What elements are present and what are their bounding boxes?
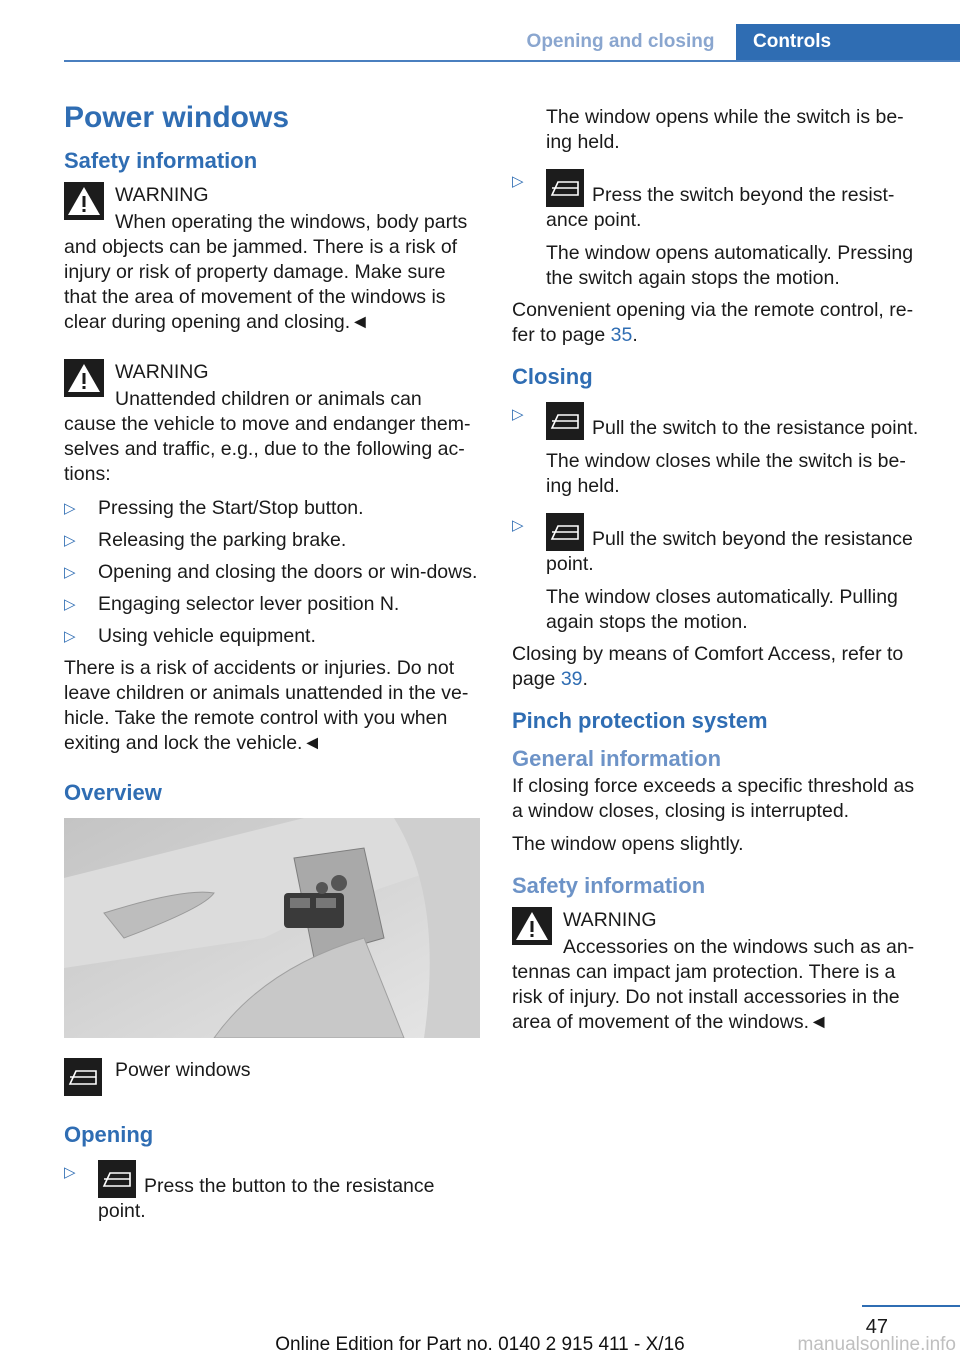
opening-list (64, 1160, 479, 1224)
warning-block-1 (64, 180, 479, 335)
opening-continued-text: The window opens while the switch is be-ing held. (546, 106, 904, 153)
triangle-bullet-icon: ▷ (64, 1164, 76, 1181)
window-switch-icon (546, 402, 584, 440)
triangle-bullet-icon: ▷ (64, 564, 76, 581)
window-switch-icon (546, 169, 584, 207)
footer-rule (862, 1305, 960, 1307)
warning-text-first: Unattended children or animals can (115, 388, 422, 410)
general-information-heading: General information (512, 746, 722, 771)
safety-information-heading: Safety information (512, 873, 706, 898)
list-item: ▷ Engaging selector lever position N. (64, 593, 400, 615)
pinch-protection-heading: Pinch protection system (512, 708, 768, 733)
triangle-bullet-icon: ▷ (64, 532, 76, 549)
warning-block-3 (512, 905, 927, 1035)
page-link[interactable]: 39 (560, 668, 583, 690)
triangle-bullet-icon: ▷ (512, 517, 524, 534)
page-link[interactable]: 35 (610, 324, 633, 346)
watermark: manualsonline.info (797, 1334, 956, 1355)
triangle-bullet-icon: ▷ (64, 628, 76, 645)
page-title: Power windows (64, 101, 290, 134)
triangle-bullet-icon: ▷ (64, 500, 76, 517)
list-item: ▷ Releasing the parking brake. (64, 529, 347, 551)
window-switch-icon (64, 1058, 102, 1096)
warning-icon (64, 182, 104, 220)
warning-label: WARNING (115, 184, 209, 206)
warning-text-first: When operating the windows, body parts (115, 211, 468, 233)
header-chapter-tab[interactable]: Controls (736, 24, 960, 62)
list-item: ▷ Press the switch beyond the resist-ance point. The window opens automatically. Pressing the switch again stops the motion. (512, 169, 927, 291)
power-windows-photo (64, 818, 480, 1038)
window-switch-icon (546, 513, 584, 551)
warning-label: WARNING (115, 361, 209, 383)
header-section-tab[interactable]: Opening and closing (526, 31, 715, 52)
general-information-text: If closing force exceeds a specific threshold as a window closes, closing is interrupted. (512, 775, 915, 822)
figure-caption (64, 1058, 479, 1098)
warning-text-first: Accessories on the windows such as an- (563, 936, 915, 958)
window-switch-icon (98, 1160, 136, 1198)
warning-closing-text: There is a risk of accidents or injuries. Do not leave children or animals unattended in the ve-hicle. Take the remote control with you when exiting and lock the vehicle.◄ (64, 657, 469, 754)
list-item: ▷ Press the button to the resistance point. (64, 1160, 479, 1224)
warning-label: WARNING (563, 909, 657, 931)
warning-text: cause the vehicle to move and endanger them-selves and traffic, e.g., due to the following ac-tions: (64, 413, 471, 485)
comfort-access-text: Closing by means of Comfort Access, refer to page 39. (512, 643, 904, 690)
list-item: ▷ Opening and closing the doors or win-dows. (64, 561, 478, 583)
left-column (64, 98, 479, 1231)
triangle-bullet-icon: ▷ (64, 596, 76, 613)
warning-text: and objects can be jammed. There is a risk of injury or risk of property damage. Make sure that the area of movement of the windows is clear during opening and closing.◄ (64, 236, 458, 333)
triangle-bullet-icon: ▷ (512, 406, 524, 423)
list-item: ▷ Pressing the Start/Stop button. (64, 497, 364, 519)
general-information-text-2: The window opens slightly. (512, 833, 744, 855)
closing-list (512, 402, 927, 635)
warning-icon (512, 907, 552, 945)
list-item: ▷ Pull the switch beyond the resistance point. The window closes automatically. Pulling again stops the motion. (512, 513, 927, 635)
opening-heading: Opening (64, 1122, 154, 1147)
overview-heading: Overview (64, 780, 162, 805)
right-column (512, 105, 927, 1035)
convenient-opening-text: Convenient opening via the remote control, re-fer to page 35. (512, 299, 914, 346)
list-item: ▷ Pull the switch to the resistance point. The window closes while the switch is be-ing held. (512, 402, 927, 499)
warning-text: tennas can impact jam protection. There is a risk of injury. Do not install accessories in the area of movement of the windows.◄ (512, 961, 900, 1033)
warning-icon (64, 359, 104, 397)
footer-edition: Online Edition for Part no. 0140 2 915 411 - X/16 (275, 1334, 685, 1355)
safety-heading: Safety information (64, 148, 258, 173)
closing-heading: Closing (512, 364, 593, 389)
list-item: ▷ Using vehicle equipment. (64, 625, 316, 647)
triangle-bullet-icon: ▷ (512, 173, 524, 190)
page-number: 47 (865, 1316, 888, 1338)
header-rule (64, 60, 960, 62)
opening-list-cont (512, 169, 927, 291)
caption-text: Power windows (115, 1059, 251, 1081)
warning-action-list (64, 496, 479, 649)
warning-block-2 (64, 357, 479, 487)
